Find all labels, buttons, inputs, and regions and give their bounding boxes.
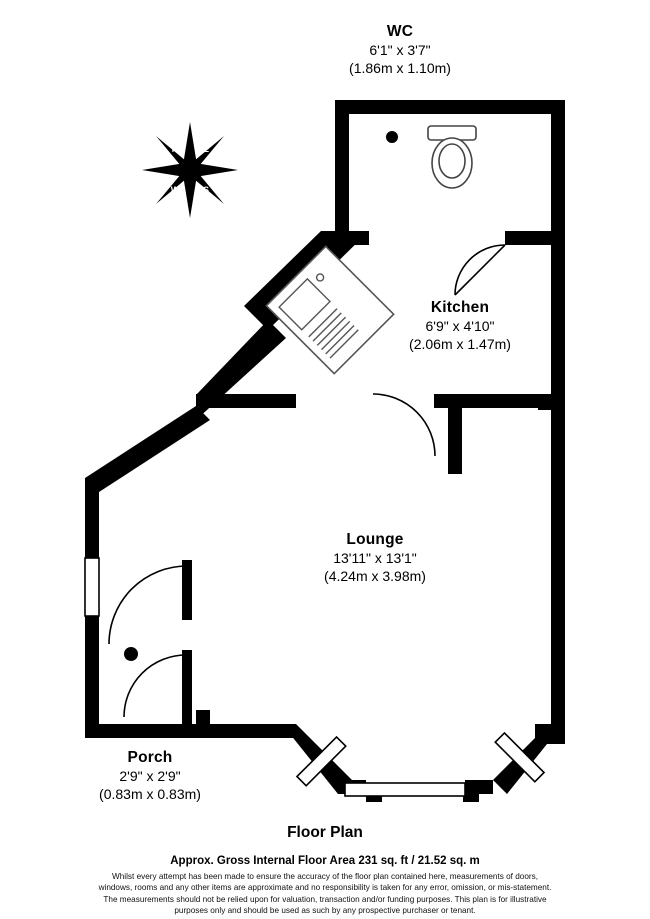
room-name-wc: WC	[386, 23, 414, 40]
room-label-porch	[50, 748, 250, 804]
wc-light-point	[386, 131, 398, 143]
room-dim-imperial-wc: 6'1" x 3'7"	[369, 41, 431, 58]
room-dim-imperial-porch: 2'9" x 2'9"	[119, 767, 181, 784]
room-dim-metric-porch: (0.83m x 0.83m)	[99, 785, 201, 802]
room-dim-imperial-lounge: 13'11" x 13'1"	[333, 549, 417, 566]
room-name-porch: Porch	[127, 749, 173, 766]
room-dim-metric-wc: (1.86m x 1.10m)	[349, 59, 451, 76]
room-dim-imperial-kitchen: 6'9" x 4'10"	[425, 317, 495, 334]
floor-area-note: Approx. Gross Internal Floor Area 231 sq. ft / 21.52 sq. m	[170, 855, 480, 867]
room-name-kitchen: Kitchen	[430, 299, 490, 316]
wc-toilet-fixture	[428, 126, 476, 188]
svg-text:S: S	[202, 185, 210, 195]
room-label-wc	[300, 22, 500, 78]
room-name-lounge: Lounge	[346, 531, 404, 548]
disclaimer-text: Whilst every attempt has been made to ensure the accuracy of the floor plan contained here, measurements of doors, windows, rooms and any other items are approximate and no responsibility is taken for any error, omission, or mis-statement. The measurements should not be relied upon for valuation, transaction and/or funding purposes. This plan is for illustrative purposes only and should be used as such by any prospective purchaser or tenant.	[98, 872, 552, 915]
porch-light-point	[124, 647, 138, 661]
svg-text:E: E	[202, 144, 210, 154]
room-dim-metric-kitchen: (2.06m x 1.47m)	[409, 335, 511, 352]
room-label-lounge	[275, 530, 475, 586]
page-title: Floor Plan	[287, 824, 363, 841]
svg-text:N: N	[171, 144, 179, 154]
room-dim-metric-lounge: (4.24m x 3.98m)	[324, 567, 426, 584]
compass-rose	[142, 122, 238, 218]
svg-text:W: W	[170, 185, 180, 195]
room-label-kitchen	[360, 298, 560, 354]
walls	[85, 100, 565, 802]
